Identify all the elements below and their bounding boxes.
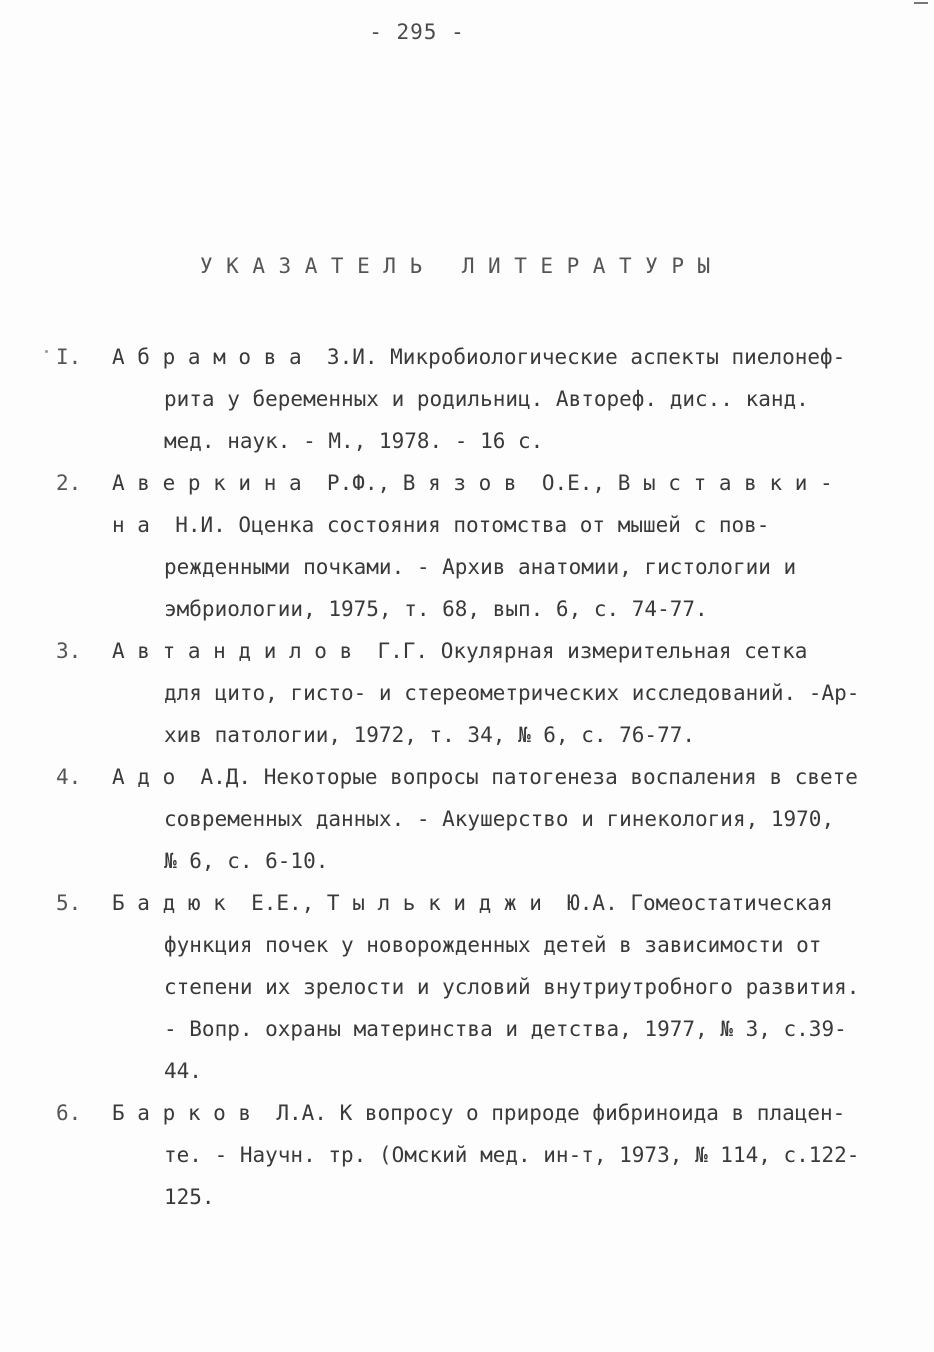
reference-text bbox=[112, 756, 886, 882]
reference-line: А д о А.Д. Некоторые вопросы патогенеза воспаления в свете bbox=[112, 765, 858, 789]
reference-item bbox=[56, 1092, 886, 1218]
reference-item bbox=[56, 336, 886, 462]
reference-line: А б р а м о в а З.И. Микробиологические аспекты пиелонеф- bbox=[112, 345, 846, 369]
page-number: - 295 - bbox=[369, 20, 465, 44]
reference-number: 4. bbox=[56, 765, 82, 789]
reference-number: 3. bbox=[56, 639, 82, 663]
reference-text bbox=[112, 882, 886, 1092]
reference-number: 5. bbox=[56, 891, 82, 915]
reference-item bbox=[56, 462, 886, 630]
reference-text bbox=[112, 336, 886, 462]
reference-line: современных данных. - Акушерство и гинекология, 1970, bbox=[164, 807, 835, 831]
reference-line: А в т а н д и л о в Г.Г. Окулярная измерительная сетка bbox=[112, 639, 808, 663]
reference-line: 44. bbox=[164, 1059, 202, 1083]
reference-line: Б а д ю к Е.Е., Т ы л ь к и д ж и Ю.А. Гомеостатическая bbox=[112, 891, 833, 915]
reference-line: н а Н.И. Оценка состояния потомства от мышей с пов- bbox=[112, 513, 770, 537]
reference-line: те. - Научн. тр. (Омский мед. ин-т, 1973, № 114, с.122- bbox=[164, 1143, 860, 1167]
reference-line: режденными почками. - Архив анатомии, гистологии и bbox=[164, 555, 797, 579]
reference-line: Б а р к о в Л.А. К вопросу о природе фибриноида в плацен- bbox=[112, 1101, 846, 1125]
reference-item bbox=[56, 882, 886, 1092]
reference-line: 125. bbox=[164, 1185, 215, 1209]
reference-line: № 6, с. 6-10. bbox=[164, 849, 329, 873]
reference-line: функция почек у новорожденных детей в зависимости от bbox=[164, 933, 822, 957]
section-heading: У К А З А Т Е Л Ь Л И Т Е Р А Т У Р Ы bbox=[200, 254, 711, 278]
reference-line: для цито, гисто- и стереометрических исследований. -Ар- bbox=[164, 681, 860, 705]
reference-item bbox=[56, 756, 886, 882]
reference-item bbox=[56, 630, 886, 756]
reference-line: рита у беременных и родильниц. Автореф. дис.. канд. bbox=[164, 387, 809, 411]
reference-line: мед. наук. - М., 1978. - 16 с. bbox=[164, 429, 544, 453]
reference-line: А в е р к и н а Р.Ф., В я з о в О.Е., В ы с т а в к и - bbox=[112, 471, 833, 495]
reference-list bbox=[56, 336, 886, 1218]
reference-number: I. bbox=[56, 345, 82, 369]
scan-speck bbox=[45, 350, 48, 353]
reference-line: эмбриологии, 1975, т. 68, вып. 6, с. 74-77. bbox=[164, 597, 708, 621]
reference-line: - Вопр. охраны материнства и детства, 1977, № 3, с.39- bbox=[164, 1017, 847, 1041]
scan-corner-mark bbox=[914, 2, 928, 4]
reference-line: степени их зрелости и условий внутриутробного развития. bbox=[164, 975, 860, 999]
reference-text bbox=[112, 630, 886, 756]
reference-number: 6. bbox=[56, 1101, 82, 1125]
reference-text bbox=[112, 462, 886, 630]
reference-number: 2. bbox=[56, 471, 82, 495]
reference-line: хив патологии, 1972, т. 34, № 6, с. 76-77. bbox=[164, 723, 696, 747]
reference-text bbox=[112, 1092, 886, 1218]
